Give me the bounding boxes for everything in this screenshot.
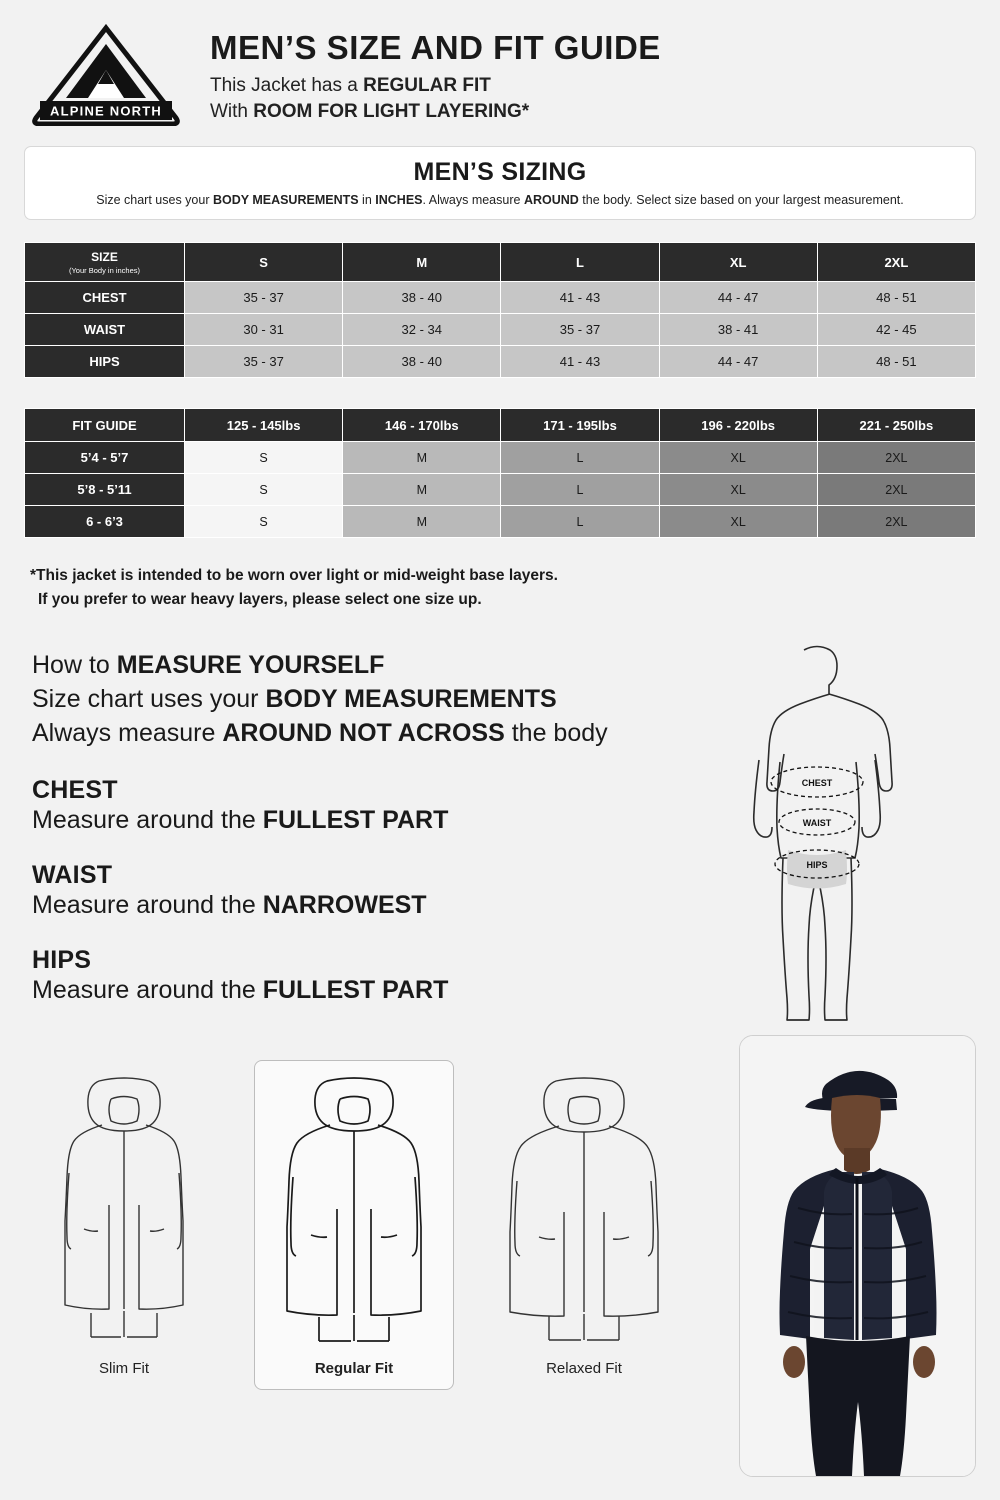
model-wearing-jacket-photo <box>740 1036 975 1476</box>
brand-logo-text: ALPINE NORTH <box>50 103 162 119</box>
body-measurement-diagram <box>692 642 942 1037</box>
measure-block-chest-title: CHEST <box>32 776 118 805</box>
fit-option-slim-label: Slim Fit <box>99 1360 149 1377</box>
fit-table-corner: FIT GUIDE <box>25 409 185 442</box>
fit-cell-2-2xl: 2XL <box>817 474 975 506</box>
cell-hips-m: 38 - 40 <box>343 346 501 378</box>
cell-hips-xl: 44 - 47 <box>659 346 817 378</box>
table-row <box>25 442 976 474</box>
measure-intro-1-pre: How to <box>32 651 117 680</box>
table-row <box>25 314 976 346</box>
slim-fit-jacket-icon <box>39 1069 209 1349</box>
table-row <box>25 474 976 506</box>
fit-cell-1-s: S <box>185 442 343 474</box>
measure-intro <box>32 648 692 750</box>
table-header-row <box>25 243 976 282</box>
cell-chest-l: 41 - 43 <box>501 282 659 314</box>
mountain-logo-icon <box>26 22 186 126</box>
fit-col-weight-2: 146 - 170lbs <box>343 409 501 442</box>
cell-waist-s: 30 - 31 <box>185 314 343 346</box>
layering-note <box>30 564 976 612</box>
measure-intro-3-post: the body <box>504 719 608 748</box>
table-row <box>25 346 976 378</box>
size-table-corner-sub: (Your Body in inches) <box>68 265 140 275</box>
cell-chest-xl: 44 - 47 <box>659 282 817 314</box>
fit-col-weight-1: 125 - 145lbs <box>185 409 343 442</box>
layering-subtitle-pre: With <box>210 100 254 122</box>
fit-col-weight-3: 171 - 195lbs <box>501 409 659 442</box>
banner-desc-g: the body. Select size based on your largest measurement. <box>578 193 904 207</box>
fit-cell-1-xl: XL <box>659 442 817 474</box>
body-silhouette-icon <box>692 642 942 1032</box>
banner-desc-a: Size chart uses your <box>96 193 213 207</box>
layering-subtitle-strong: ROOM FOR LIGHT LAYERING* <box>253 100 530 122</box>
measure-intro-2-strong: BODY MEASUREMENTS <box>265 685 557 714</box>
banner-desc-e: . Always measure <box>422 193 524 207</box>
cell-chest-2xl: 48 - 51 <box>817 282 975 314</box>
fit-cell-1-m: M <box>343 442 501 474</box>
cell-waist-m: 32 - 34 <box>343 314 501 346</box>
fit-cell-2-xl: XL <box>659 474 817 506</box>
sizing-banner <box>24 146 976 220</box>
measure-intro-1-strong: MEASURE YOURSELF <box>116 651 385 680</box>
size-col-m: M <box>343 243 501 282</box>
measure-block-waist <box>32 861 692 920</box>
size-col-2xl: 2XL <box>817 243 975 282</box>
cell-chest-s: 35 - 37 <box>185 282 343 314</box>
row-label-hips: HIPS <box>25 346 185 378</box>
fit-row-label-3: 6 - 6’3 <box>25 506 185 538</box>
measure-section <box>24 638 976 1037</box>
measure-intro-3-strong: AROUND NOT ACROSS <box>222 719 505 748</box>
fit-illustrations <box>24 1060 684 1390</box>
cell-waist-l: 35 - 37 <box>501 314 659 346</box>
fit-subtitle <box>210 73 661 124</box>
fit-subtitle-pre: This Jacket has a <box>210 75 364 97</box>
measure-intro-2-pre: Size chart uses your <box>32 685 266 714</box>
fit-subtitle-strong: REGULAR FIT <box>363 75 491 97</box>
fit-col-weight-4: 196 - 220lbs <box>659 409 817 442</box>
figure-label-chest: CHEST <box>801 778 833 789</box>
measure-block-hips-strong: FULLEST PART <box>262 976 449 1005</box>
fit-option-regular-label: Regular Fit <box>314 1360 394 1377</box>
banner-desc-d: INCHES <box>375 193 423 207</box>
size-col-l: L <box>501 243 659 282</box>
figure-label-hips: HIPS <box>806 860 828 871</box>
size-table-corner <box>25 243 185 282</box>
fit-cell-1-2xl: 2XL <box>817 442 975 474</box>
sizing-banner-heading: MEN’S SIZING <box>413 158 587 186</box>
fit-col-weight-5: 221 - 250lbs <box>817 409 975 442</box>
fit-option-relaxed[interactable] <box>484 1060 684 1390</box>
size-table-corner-label: SIZE <box>91 249 118 264</box>
size-col-s: S <box>185 243 343 282</box>
measure-block-chest-pre: Measure around the <box>32 806 263 835</box>
fit-row-label-2: 5’8 - 5’11 <box>25 474 185 506</box>
figure-label-waist: WAIST <box>802 818 832 829</box>
measure-intro-3-pre: Always measure <box>32 719 223 748</box>
relaxed-fit-jacket-icon <box>499 1069 669 1349</box>
row-label-chest: CHEST <box>25 282 185 314</box>
cell-waist-2xl: 42 - 45 <box>817 314 975 346</box>
product-photo <box>739 1035 976 1477</box>
fit-cell-3-m: M <box>343 506 501 538</box>
fit-cell-3-xl: XL <box>659 506 817 538</box>
cell-hips-2xl: 48 - 51 <box>817 346 975 378</box>
fit-cell-3-2xl: 2XL <box>817 506 975 538</box>
fit-row-label-1: 5’4 - 5’7 <box>25 442 185 474</box>
fit-cell-2-l: L <box>501 474 659 506</box>
measure-block-hips-title: HIPS <box>32 946 92 975</box>
banner-desc-f: AROUND <box>523 193 579 207</box>
measure-block-hips <box>32 946 692 1005</box>
fit-option-regular[interactable] <box>254 1060 454 1390</box>
cell-waist-xl: 38 - 41 <box>659 314 817 346</box>
size-chart-table <box>24 242 976 378</box>
fit-option-slim[interactable] <box>24 1060 224 1390</box>
fit-option-relaxed-label: Relaxed Fit <box>546 1360 622 1377</box>
fit-cell-3-s: S <box>185 506 343 538</box>
cell-chest-m: 38 - 40 <box>343 282 501 314</box>
fit-cell-2-s: S <box>185 474 343 506</box>
brand-logo <box>26 22 186 126</box>
banner-desc-b: BODY MEASUREMENTS <box>212 193 359 207</box>
measure-block-waist-pre: Measure around the <box>32 891 263 920</box>
page-header <box>0 0 1000 136</box>
page-title: MEN’S SIZE AND FIT GUIDE <box>210 29 661 67</box>
measure-block-waist-title: WAIST <box>32 861 113 890</box>
measure-block-waist-strong: NARROWEST <box>262 891 427 920</box>
size-col-xl: XL <box>659 243 817 282</box>
banner-desc-c: in <box>358 193 376 207</box>
table-header-row <box>25 409 976 442</box>
sizing-banner-description <box>35 193 965 207</box>
measure-block-hips-pre: Measure around the <box>32 976 263 1005</box>
fit-cell-3-l: L <box>501 506 659 538</box>
measure-block-chest-strong: FULLEST PART <box>262 806 449 835</box>
layering-note-line2: If you prefer to wear heavy layers, please select one size up. <box>38 591 482 609</box>
regular-fit-jacket-icon <box>269 1069 439 1349</box>
cell-hips-s: 35 - 37 <box>185 346 343 378</box>
fit-guide-table <box>24 408 976 538</box>
table-row <box>25 282 976 314</box>
measure-block-chest <box>32 776 692 835</box>
row-label-waist: WAIST <box>25 314 185 346</box>
measure-instructions <box>24 638 692 1005</box>
fit-cell-2-m: M <box>343 474 501 506</box>
layering-note-line1: *This jacket is intended to be worn over light or mid-weight base layers. <box>30 567 558 584</box>
fit-cell-1-l: L <box>501 442 659 474</box>
cell-hips-l: 41 - 43 <box>501 346 659 378</box>
table-row <box>25 506 976 538</box>
